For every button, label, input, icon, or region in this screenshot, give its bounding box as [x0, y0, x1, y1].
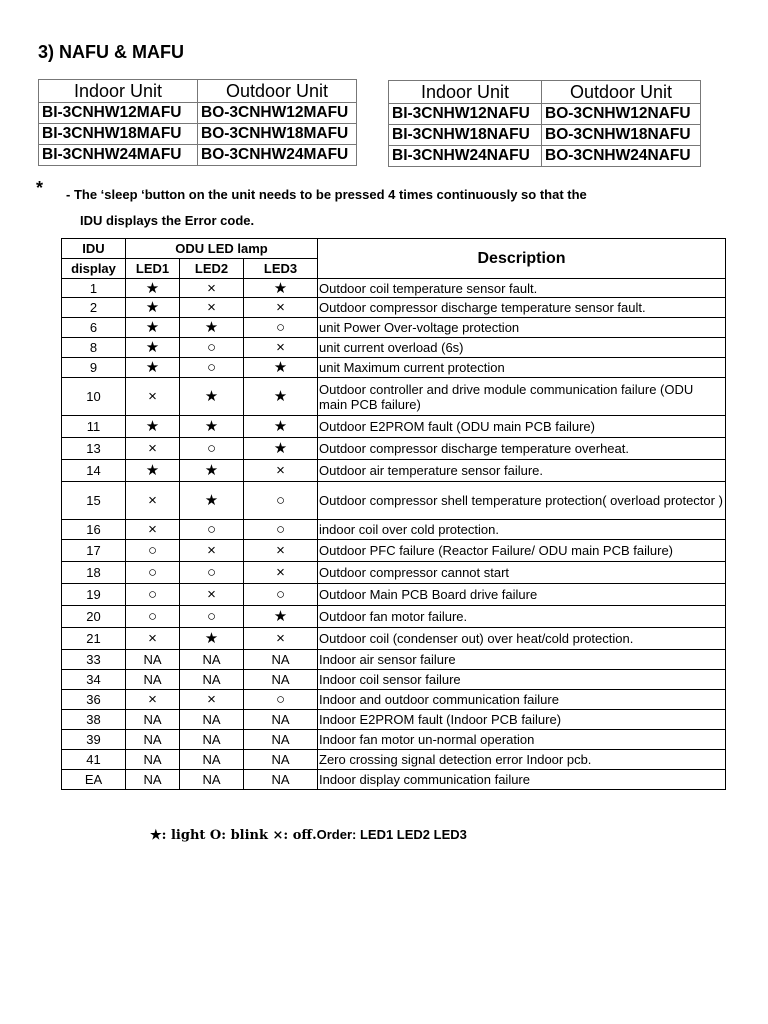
table-row: [39, 103, 357, 124]
legend-symbols: ★: light O: blink ×: off.: [150, 828, 317, 843]
table-row: [62, 606, 726, 628]
led1-state: ★: [126, 279, 180, 298]
table-row: [62, 378, 726, 416]
led1-state: ★: [126, 416, 180, 438]
led3-state: ★: [244, 358, 318, 378]
table-row: [62, 540, 726, 562]
led1-state: NA: [126, 770, 180, 790]
led1-state: NA: [126, 750, 180, 770]
table-row: [62, 482, 726, 520]
led2-state: NA: [180, 770, 244, 790]
error-description: unit current overload (6s): [318, 338, 726, 358]
error-code: 14: [62, 460, 126, 482]
led2-state: ○: [180, 438, 244, 460]
table-row: [62, 358, 726, 378]
led1-state: ×: [126, 482, 180, 520]
led3-state: ○: [244, 520, 318, 540]
table-row: [62, 562, 726, 584]
table-row: [389, 146, 701, 167]
led1-state: ×: [126, 378, 180, 416]
led3-header: LED3: [244, 259, 318, 279]
error-description: Outdoor controller and drive module communication failure (ODU main PCB failure): [318, 378, 726, 416]
indoor-model: BI-3CNHW24MAFU: [39, 145, 198, 166]
table-row: [62, 338, 726, 358]
error-description: Outdoor compressor shell temperature protection( overload protector ): [318, 482, 726, 520]
led2-state: NA: [180, 670, 244, 690]
error-code: 19: [62, 584, 126, 606]
led3-state: ★: [244, 279, 318, 298]
led1-state: NA: [126, 650, 180, 670]
led3-state: NA: [244, 750, 318, 770]
led2-state: ×: [180, 690, 244, 710]
table-row: [62, 628, 726, 650]
error-code: 16: [62, 520, 126, 540]
table-row: [62, 298, 726, 318]
error-description: Outdoor air temperature sensor failure.: [318, 460, 726, 482]
error-description: Outdoor compressor discharge temperature overheat.: [318, 438, 726, 460]
led3-state: NA: [244, 770, 318, 790]
error-description: Outdoor compressor cannot start: [318, 562, 726, 584]
led3-state: ○: [244, 584, 318, 606]
error-description: Zero crossing signal detection error Indoor pcb.: [318, 750, 726, 770]
led3-state: ×: [244, 460, 318, 482]
error-description: Indoor air sensor failure: [318, 650, 726, 670]
led3-state: ★: [244, 378, 318, 416]
outdoor-unit-header: Outdoor Unit: [198, 80, 357, 103]
table-row: [62, 438, 726, 460]
error-description: Indoor and outdoor communication failure: [318, 690, 726, 710]
table-row: [62, 770, 726, 790]
led3-state: NA: [244, 670, 318, 690]
led2-state: ★: [180, 378, 244, 416]
led2-state: NA: [180, 730, 244, 750]
led3-state: ×: [244, 628, 318, 650]
led1-header: LED1: [126, 259, 180, 279]
error-code: 36: [62, 690, 126, 710]
led2-state: ★: [180, 628, 244, 650]
table-row: [62, 650, 726, 670]
led1-state: ★: [126, 460, 180, 482]
error-code: 15: [62, 482, 126, 520]
table-row: [389, 125, 701, 146]
led2-state: NA: [180, 750, 244, 770]
table-row: [62, 520, 726, 540]
indoor-unit-header: Indoor Unit: [39, 80, 198, 103]
error-description: Indoor display communication failure: [318, 770, 726, 790]
indoor-model: BI-3CNHW24NAFU: [389, 146, 542, 167]
error-description: Outdoor coil (condenser out) over heat/cold protection.: [318, 628, 726, 650]
table-row: [62, 416, 726, 438]
led2-state: ○: [180, 562, 244, 584]
error-code: 17: [62, 540, 126, 562]
error-code-table: [61, 238, 726, 790]
led1-state: ×: [126, 628, 180, 650]
led2-state: NA: [180, 650, 244, 670]
error-code: 11: [62, 416, 126, 438]
table-row: [62, 318, 726, 338]
table-row: [62, 584, 726, 606]
models-table-nafu: [388, 80, 701, 167]
led3-state: NA: [244, 730, 318, 750]
led2-state: ★: [180, 318, 244, 338]
table-row: [39, 124, 357, 145]
led2-state: ★: [180, 460, 244, 482]
led3-state: ○: [244, 690, 318, 710]
led3-state: ×: [244, 338, 318, 358]
table-row: [62, 279, 726, 298]
error-description: unit Power Over-voltage protection: [318, 318, 726, 338]
error-code: 21: [62, 628, 126, 650]
table-row: [62, 710, 726, 730]
table-row: [389, 104, 701, 125]
led2-state: ○: [180, 338, 244, 358]
outdoor-unit-header: Outdoor Unit: [542, 81, 701, 104]
outdoor-model: BO-3CNHW12MAFU: [198, 103, 357, 124]
led1-state: NA: [126, 710, 180, 730]
error-code: 2: [62, 298, 126, 318]
led2-state: ○: [180, 606, 244, 628]
error-code: 10: [62, 378, 126, 416]
error-description: Outdoor PFC failure (Reactor Failure/ ODU main PCB failure): [318, 540, 726, 562]
led1-state: ○: [126, 540, 180, 562]
led1-state: ★: [126, 298, 180, 318]
error-description: Outdoor fan motor failure.: [318, 606, 726, 628]
error-code: 13: [62, 438, 126, 460]
error-description: unit Maximum current protection: [318, 358, 726, 378]
led2-state: ×: [180, 584, 244, 606]
table-row: [39, 145, 357, 166]
error-description: Outdoor Main PCB Board drive failure: [318, 584, 726, 606]
led2-state: ○: [180, 358, 244, 378]
table-row: [62, 730, 726, 750]
error-description: Outdoor compressor discharge temperature sensor fault.: [318, 298, 726, 318]
error-code: 6: [62, 318, 126, 338]
error-code: 18: [62, 562, 126, 584]
led3-state: ×: [244, 540, 318, 562]
led1-state: ×: [126, 690, 180, 710]
error-code: EA: [62, 770, 126, 790]
note-bullet: *: [36, 178, 44, 198]
outdoor-model: BO-3CNHW18NAFU: [542, 125, 701, 146]
table-row: [62, 460, 726, 482]
led2-state: ○: [180, 520, 244, 540]
error-description: Indoor coil sensor failure: [318, 670, 726, 690]
table-row: [62, 670, 726, 690]
section-heading: 3) NAFU & MAFU: [38, 42, 184, 62]
led2-state: ★: [180, 482, 244, 520]
led2-state: ×: [180, 279, 244, 298]
led1-state: NA: [126, 670, 180, 690]
error-description: Outdoor E2PROM fault (ODU main PCB failure): [318, 416, 726, 438]
indoor-model: BI-3CNHW12NAFU: [389, 104, 542, 125]
table-row: [62, 750, 726, 770]
led2-state: ×: [180, 540, 244, 562]
led1-state: ○: [126, 606, 180, 628]
outdoor-model: BO-3CNHW18MAFU: [198, 124, 357, 145]
led2-state: NA: [180, 710, 244, 730]
led2-header: LED2: [180, 259, 244, 279]
error-rows: [62, 279, 726, 790]
indoor-model: BI-3CNHW18NAFU: [389, 125, 542, 146]
error-description: indoor coil over cold protection.: [318, 520, 726, 540]
led1-state: ○: [126, 562, 180, 584]
error-code: 8: [62, 338, 126, 358]
led1-state: ★: [126, 318, 180, 338]
led1-state: ×: [126, 438, 180, 460]
led3-state: ★: [244, 416, 318, 438]
led1-state: ★: [126, 358, 180, 378]
error-description: Indoor fan motor un-normal operation: [318, 730, 726, 750]
models-table-mafu: [38, 79, 357, 166]
note-line-2: IDU displays the Error code.: [80, 213, 255, 228]
error-code: 38: [62, 710, 126, 730]
error-code: 33: [62, 650, 126, 670]
note-line-1: - The ‘sleep ‘button on the unit needs to be pressed 4 times continuously so that the: [66, 187, 587, 202]
description-header: Description: [318, 239, 726, 279]
led2-state: ×: [180, 298, 244, 318]
led1-state: NA: [126, 730, 180, 750]
led3-state: NA: [244, 650, 318, 670]
led3-state: NA: [244, 710, 318, 730]
led2-state: ★: [180, 416, 244, 438]
indoor-unit-header: Indoor Unit: [389, 81, 542, 104]
odu-led-header: ODU LED lamp: [126, 239, 318, 259]
error-description: Outdoor coil temperature sensor fault.: [318, 279, 726, 298]
table-row: [62, 690, 726, 710]
led3-state: ×: [244, 298, 318, 318]
led3-state: ○: [244, 482, 318, 520]
instruction-note: [66, 182, 726, 234]
error-code: 20: [62, 606, 126, 628]
indoor-model: BI-3CNHW12MAFU: [39, 103, 198, 124]
legend: [150, 827, 467, 843]
outdoor-model: BO-3CNHW24NAFU: [542, 146, 701, 167]
led3-state: ×: [244, 562, 318, 584]
error-code: 34: [62, 670, 126, 690]
outdoor-model: BO-3CNHW12NAFU: [542, 104, 701, 125]
led3-state: ★: [244, 438, 318, 460]
error-code: 39: [62, 730, 126, 750]
led3-state: ○: [244, 318, 318, 338]
idu-header-2: display: [62, 259, 126, 279]
error-description: Indoor E2PROM fault (Indoor PCB failure): [318, 710, 726, 730]
error-code: 1: [62, 279, 126, 298]
led1-state: ★: [126, 338, 180, 358]
indoor-model: BI-3CNHW18MAFU: [39, 124, 198, 145]
error-code: 41: [62, 750, 126, 770]
led3-state: ★: [244, 606, 318, 628]
led1-state: ○: [126, 584, 180, 606]
error-code: 9: [62, 358, 126, 378]
outdoor-model: BO-3CNHW24MAFU: [198, 145, 357, 166]
idu-header-1: IDU: [62, 239, 126, 259]
legend-order: Order: LED1 LED2 LED3: [316, 827, 467, 842]
led1-state: ×: [126, 520, 180, 540]
